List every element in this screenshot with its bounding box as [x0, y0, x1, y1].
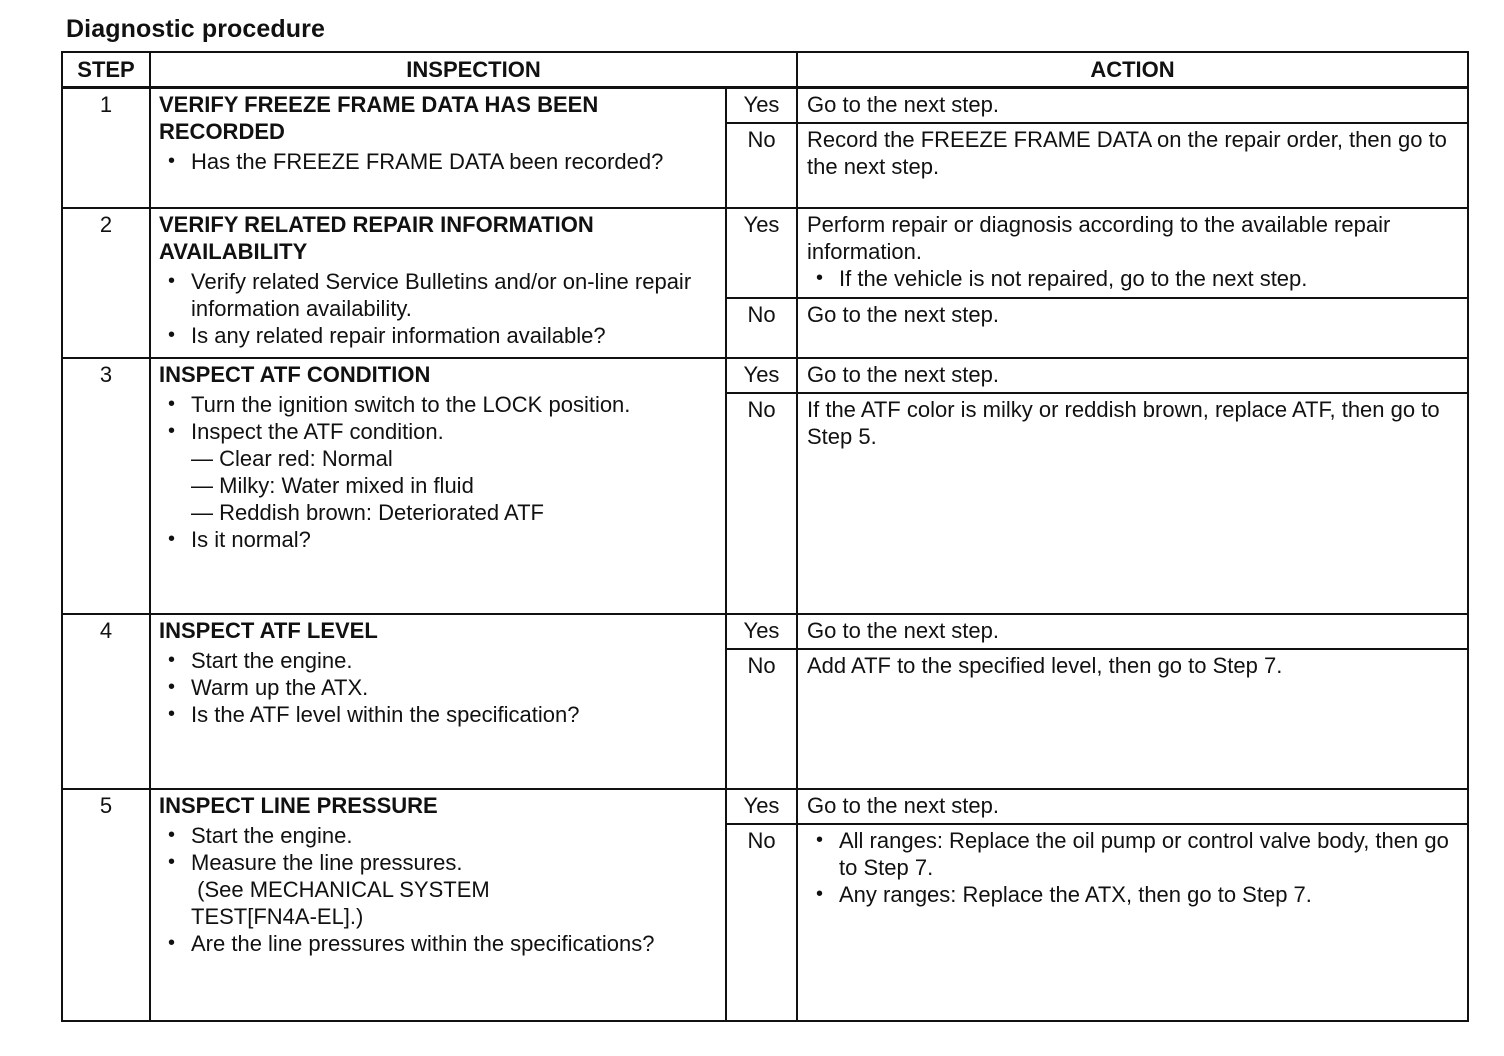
step-number: 2	[62, 208, 150, 358]
inspection-cell	[150, 614, 726, 789]
inspection-item: • Warm up the ATX.	[159, 674, 719, 701]
step-3-yes-row	[62, 358, 1468, 393]
no-action-item: • Any ranges: Replace the ATX, then go to Step 7.	[807, 881, 1461, 908]
yes-label: Yes	[726, 88, 797, 124]
step-number: 1	[62, 88, 150, 209]
inspection-list	[159, 647, 719, 728]
step-5-yes-row	[62, 789, 1468, 824]
yes-label: Yes	[726, 789, 797, 824]
step-number: 3	[62, 358, 150, 614]
condition-item: — Clear red: Normal	[191, 446, 393, 471]
inspection-list	[159, 822, 719, 957]
no-action: Add ATF to the specified level, then go to Step 7.	[797, 649, 1468, 789]
inspection-cell	[150, 789, 726, 1021]
header-step: STEP	[62, 52, 150, 88]
inspection-list	[159, 526, 719, 553]
header-inspection: INSPECTION	[150, 52, 797, 88]
no-label: No	[726, 123, 797, 208]
inspection-title: VERIFY FREEZE FRAME DATA HAS BEEN RECORDED	[159, 92, 599, 144]
condition-item: — Milky: Water mixed in fluid	[191, 473, 474, 498]
no-action	[797, 824, 1468, 1021]
no-action: Go to the next step.	[797, 298, 1468, 358]
header-action: ACTION	[797, 52, 1468, 88]
inspection-item: • Inspect the ATF condition.	[159, 418, 719, 445]
yes-label: Yes	[726, 208, 797, 298]
yes-action: Go to the next step.	[797, 614, 1468, 649]
inspection-item: • Is it normal?	[159, 526, 719, 553]
step-number: 5	[62, 789, 150, 1021]
no-label: No	[726, 393, 797, 614]
inspection-item: • Are the line pressures within the specifications?	[159, 930, 719, 957]
inspection-item: • Has the FREEZE FRAME DATA been recorded?	[159, 148, 719, 175]
inspection-title: VERIFY RELATED REPAIR INFORMATION AVAILABILITY	[159, 212, 594, 264]
no-action-item: • All ranges: Replace the oil pump or control valve body, then go to Step 7.	[807, 827, 1461, 881]
inspection-cell	[150, 88, 726, 209]
reference-note: (See MECHANICAL SYSTEM TEST[FN4A-EL].)	[191, 877, 496, 929]
inspection-title: INSPECT ATF CONDITION	[159, 362, 431, 387]
no-action: If the ATF color is milky or reddish brown, replace ATF, then go to Step 5.	[797, 393, 1468, 614]
yes-action: Go to the next step.	[797, 88, 1468, 124]
no-action: Record the FREEZE FRAME DATA on the repair order, then go to the next step.	[797, 123, 1468, 208]
no-label: No	[726, 649, 797, 789]
no-label: No	[726, 298, 797, 358]
inspection-title: INSPECT ATF LEVEL	[159, 618, 378, 643]
page-title: Diagnostic procedure	[66, 15, 325, 43]
inspection-list	[159, 268, 719, 349]
yes-label: Yes	[726, 614, 797, 649]
inspection-item: • Turn the ignition switch to the LOCK position.	[159, 391, 719, 418]
inspection-item: • Is the ATF level within the specification?	[159, 701, 719, 728]
inspection-item-text: • Measure the line pressures.	[191, 850, 463, 875]
condition-item: — Reddish brown: Deteriorated ATF	[191, 500, 544, 525]
yes-action-text: Perform repair or diagnosis according to the available repair information.	[807, 212, 1391, 264]
step-4-yes-row	[62, 614, 1468, 649]
inspection-item: • Start the engine.	[159, 647, 719, 674]
inspection-item: • Is any related repair information available?	[159, 322, 719, 349]
step-number: 4	[62, 614, 150, 789]
no-label: No	[726, 824, 797, 1021]
inspection-title: INSPECT LINE PRESSURE	[159, 793, 438, 818]
step-2-yes-row	[62, 208, 1468, 298]
no-action-list	[807, 827, 1461, 908]
inspection-list	[159, 148, 719, 175]
inspection-cell	[150, 358, 726, 614]
inspection-item: • Verify related Service Bulletins and/or on-line repair information availability.	[159, 268, 719, 322]
yes-action	[797, 208, 1468, 298]
inspection-list	[159, 391, 719, 445]
inspection-item	[159, 849, 719, 930]
inspection-cell	[150, 208, 726, 358]
yes-action-item: • If the vehicle is not repaired, go to the next step.	[807, 265, 1461, 292]
yes-action: Go to the next step.	[797, 789, 1468, 824]
yes-label: Yes	[726, 358, 797, 393]
yes-action: Go to the next step.	[797, 358, 1468, 393]
header-row	[62, 52, 1468, 88]
inspection-item: • Start the engine.	[159, 822, 719, 849]
yes-action-list	[807, 265, 1461, 292]
diagnostic-table	[61, 51, 1469, 1022]
step-1-yes-row	[62, 88, 1468, 124]
